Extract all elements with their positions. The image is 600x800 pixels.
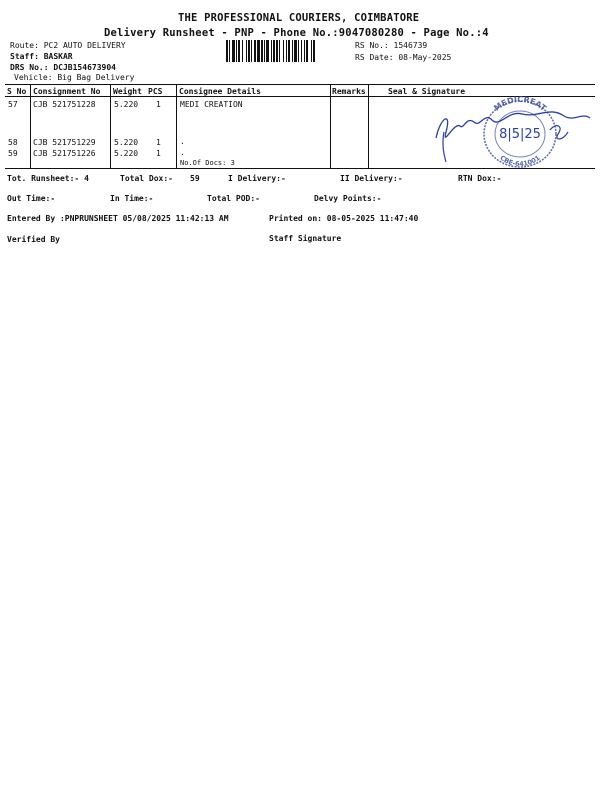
row-consignment: CJB 521751228 <box>33 100 96 109</box>
company-title: THE PROFESSIONAL COURIERS, COIMBATORE <box>178 12 420 24</box>
col-consignee: Consignee Details <box>179 87 261 96</box>
signature-stamp-icon <box>430 92 595 170</box>
svg-text:8|5|25: 8|5|25 <box>499 127 541 142</box>
svg-text:CBE-641001: CBE-641001 <box>498 153 542 169</box>
row-consignment: CJB 521751226 <box>33 149 96 158</box>
col-pcs: PCS <box>148 87 163 96</box>
col-remarks: Remarks <box>332 87 366 96</box>
staff-signature: Staff Signature <box>269 234 342 243</box>
runsheet-subtitle: Delivery Runsheet - PNP - Phone No.:9047080280 - Page No.:4 <box>104 27 489 39</box>
verified-by: Verified By <box>7 235 60 244</box>
drs-label: DRS No.: DCJB154673904 <box>10 63 116 72</box>
staff-label: Staff: BASKAR <box>10 52 73 61</box>
col-weight: Weight <box>113 87 142 96</box>
row-sno: 57 <box>8 100 18 109</box>
entered-by: Entered By :PNPRUNSHEET 05/08/2025 11:42:13 AM <box>7 214 229 223</box>
vehicle-label: Vehicle: Big Bag Delivery <box>14 73 135 82</box>
i-delivery: I Delivery:- <box>228 174 286 183</box>
delvy-points: Delvy Points:- <box>314 194 382 203</box>
printed-on: Printed on: 08-05-2025 11:47:40 <box>269 214 419 223</box>
row-consignee: MEDI CREATION <box>180 100 243 109</box>
row-sno: 59 <box>8 149 18 158</box>
row-pcs: 1 <box>156 100 161 109</box>
barcode-icon <box>226 40 344 62</box>
tot-runsheet: Tot. Runsheet:- 4 <box>7 174 89 183</box>
rs-date: RS Date: 08-May-2025 <box>355 53 452 62</box>
row-sno: 58 <box>8 138 18 147</box>
row-weight: 5.220 <box>114 149 139 158</box>
row-pcs: 1 <box>156 149 161 158</box>
row-consignment: CJB 521751229 <box>33 138 96 147</box>
row-consignee: . <box>180 137 185 146</box>
total-dox-label: Total Dox:- <box>120 174 173 183</box>
col-consignment: Consignment No <box>33 87 101 96</box>
rs-number: RS No.: 1546739 <box>355 41 428 50</box>
col-sno: S No <box>7 87 27 96</box>
rtn-dox: RTN Dox:- <box>458 174 502 183</box>
route-label: Route: PC2 AUTO DELIVERY <box>10 41 126 50</box>
total-pod: Total POD:- <box>207 194 260 203</box>
out-time: Out Time:- <box>7 194 56 203</box>
no-of-docs: No.Of Docs: 3 <box>180 159 235 167</box>
row-weight: 5.220 <box>114 138 139 147</box>
in-time: In Time:- <box>110 194 154 203</box>
col-seal-signature: Seal & Signature <box>388 87 466 96</box>
svg-text:MEDICREAT: MEDICREAT <box>492 94 548 113</box>
row-pcs: 1 <box>156 138 161 147</box>
ii-delivery: II Delivery:- <box>340 174 403 183</box>
row-weight: 5.220 <box>114 100 139 109</box>
row-consignee: . <box>180 148 185 157</box>
total-dox-value: 59 <box>190 174 200 183</box>
